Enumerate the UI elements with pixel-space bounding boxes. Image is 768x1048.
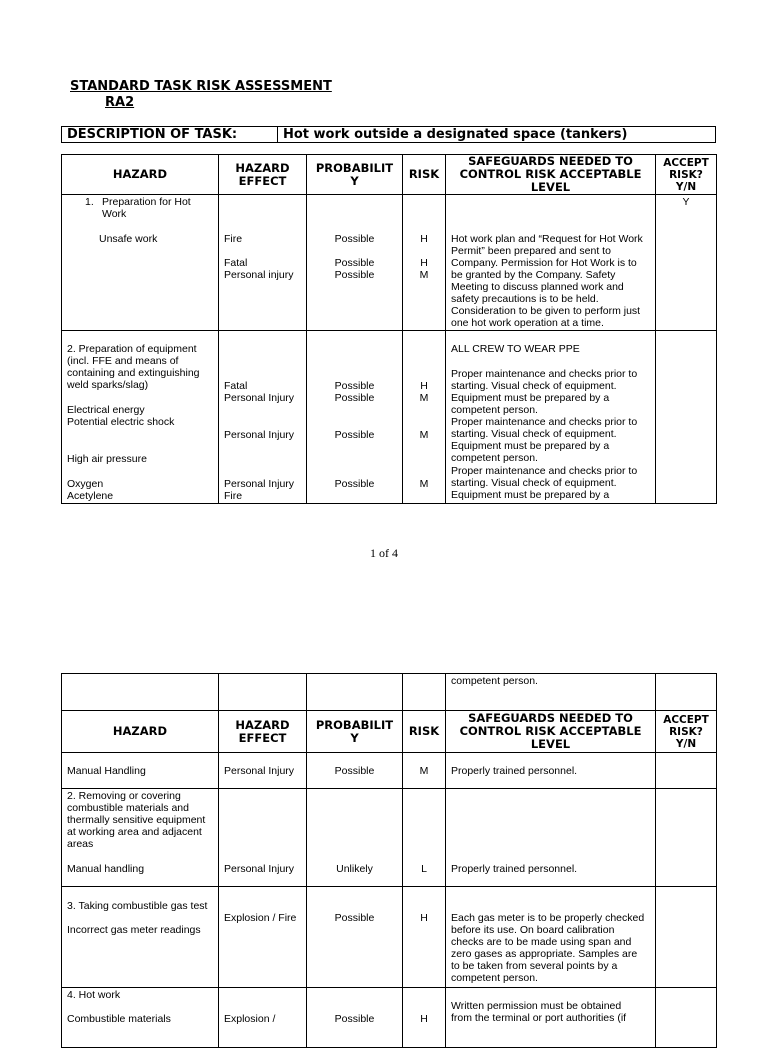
risk-cell: H M M M [403, 331, 446, 504]
col-header-hazard: HAZARD [62, 155, 219, 195]
probability-cell [307, 674, 403, 711]
risk-cell: H [403, 988, 446, 1048]
header-row [62, 711, 717, 753]
safeguards-cell: competent person. [446, 674, 656, 711]
effect-cell: Fire Fatal Personal injury [219, 195, 307, 331]
col-header-safeguards: SAFEGUARDS NEEDED TO CONTROL RISK ACCEPTABLE LEVEL [446, 155, 656, 195]
risk-cell: L [403, 789, 446, 887]
safeguards-cell: Properly trained personnel. [446, 753, 656, 789]
risk-table-page1 [61, 154, 717, 504]
safeguards-cell: Written permission must be obtained from the terminal or port authorities (if [446, 988, 656, 1048]
risk-cell: H [403, 887, 446, 988]
table-row [62, 331, 717, 504]
risk-cell: H H M [403, 195, 446, 331]
accept-cell [656, 753, 717, 789]
table-row [62, 753, 717, 789]
risk-cell: M [403, 753, 446, 789]
probability-cell: Possible Possible Possible Possible [307, 331, 403, 504]
accept-cell [656, 887, 717, 988]
task-description-label: DESCRIPTION OF TASK: [62, 127, 278, 142]
col-header-risk: RISK [403, 155, 446, 195]
col-header-accept: ACCEPT RISK? Y/N [656, 155, 717, 195]
probability-cell: Possible Possible Possible [307, 195, 403, 331]
risk-table-page2 [61, 673, 717, 1048]
probability-cell: Possible [307, 988, 403, 1048]
table-row [62, 988, 717, 1048]
safeguards-cell: Each gas meter is to be properly checked before its use. On board calibration checks are to be made using span and zero gases as appropriate. Samples are to be taken from several points by a competent person. [446, 887, 656, 988]
accept-cell: Y [656, 195, 717, 331]
task-description-value: Hot work outside a designated space (tankers) [283, 127, 628, 142]
safeguards-cell: Hot work plan and “Request for Hot Work Permit” been prepared and sent to Company. Permission for Hot Work is to be granted by the Company. Safety Meeting to discuss planned work and safety precautions is to be held. Consideration to be given to perform just one hot work operation at a time. [446, 195, 656, 331]
hazard-cell: 2. Preparation of equipment (incl. FFE and means of containing and extinguishing weld sparks/slag) Electrical energy Potential electric shock High air pressure Oxygen Acetylene [62, 331, 219, 504]
col-header-effect: HAZARD EFFECT [219, 155, 307, 195]
effect-cell: Personal Injury [219, 789, 307, 887]
header-row [62, 155, 717, 195]
effect-cell [219, 674, 307, 711]
hazard-cell [62, 674, 219, 711]
hazard-cell: 3. Taking combustible gas test Incorrect gas meter readings [62, 887, 219, 988]
col-header-hazard: HAZARD [62, 711, 219, 753]
effect-cell: Explosion / Fire [219, 887, 307, 988]
accept-cell [656, 331, 717, 504]
accept-cell [656, 789, 717, 887]
effect-cell: Explosion / [219, 988, 307, 1048]
table-row [62, 674, 717, 711]
risk-cell [403, 674, 446, 711]
col-header-effect: HAZARD EFFECT [219, 711, 307, 753]
document-code: RA2 [105, 95, 135, 110]
document-title: STANDARD TASK RISK ASSESSMENT [70, 79, 332, 94]
probability-cell: Unlikely [307, 789, 403, 887]
table-row [62, 195, 717, 331]
safeguards-cell: ALL CREW TO WEAR PPE Proper maintenance and checks prior to starting. Visual check of equipment. Equipment must be prepared by a competent person. Proper maintenance and checks prior to starting. Visual check of equipment. Equipment must be prepared by a competent person. Proper maintenance and checks prior to starting. Visual check of equipment. Equipment must be prepared by a [446, 331, 656, 504]
effect-cell: Fatal Personal Injury Personal Injury Personal Injury Fire [219, 331, 307, 504]
col-header-safeguards: SAFEGUARDS NEEDED TO CONTROL RISK ACCEPTABLE LEVEL [446, 711, 656, 753]
table-row [62, 789, 717, 887]
col-header-probability: PROBABILIT Y [307, 711, 403, 753]
hazard-cell: 4. Hot work Combustible materials [62, 988, 219, 1048]
hazard-cell: 2. Removing or covering combustible materials and thermally sensitive equipment at working area and adjacent areas Manual handling [62, 789, 219, 887]
probability-cell: Possible [307, 753, 403, 789]
hazard-cell: 1. Preparation for Hot Work Unsafe work [62, 195, 219, 331]
col-header-accept: ACCEPT RISK? Y/N [656, 711, 717, 753]
accept-cell [656, 674, 717, 711]
effect-cell: Personal Injury [219, 753, 307, 789]
safeguards-cell: Properly trained personnel. [446, 789, 656, 887]
task-description-box [61, 126, 716, 143]
page-number: 1 of 4 [370, 546, 398, 560]
hazard-cell: Manual Handling [62, 753, 219, 789]
col-header-risk: RISK [403, 711, 446, 753]
accept-cell [656, 988, 717, 1048]
table-row [62, 887, 717, 988]
probability-cell: Possible [307, 887, 403, 988]
col-header-probability: PROBABILIT Y [307, 155, 403, 195]
